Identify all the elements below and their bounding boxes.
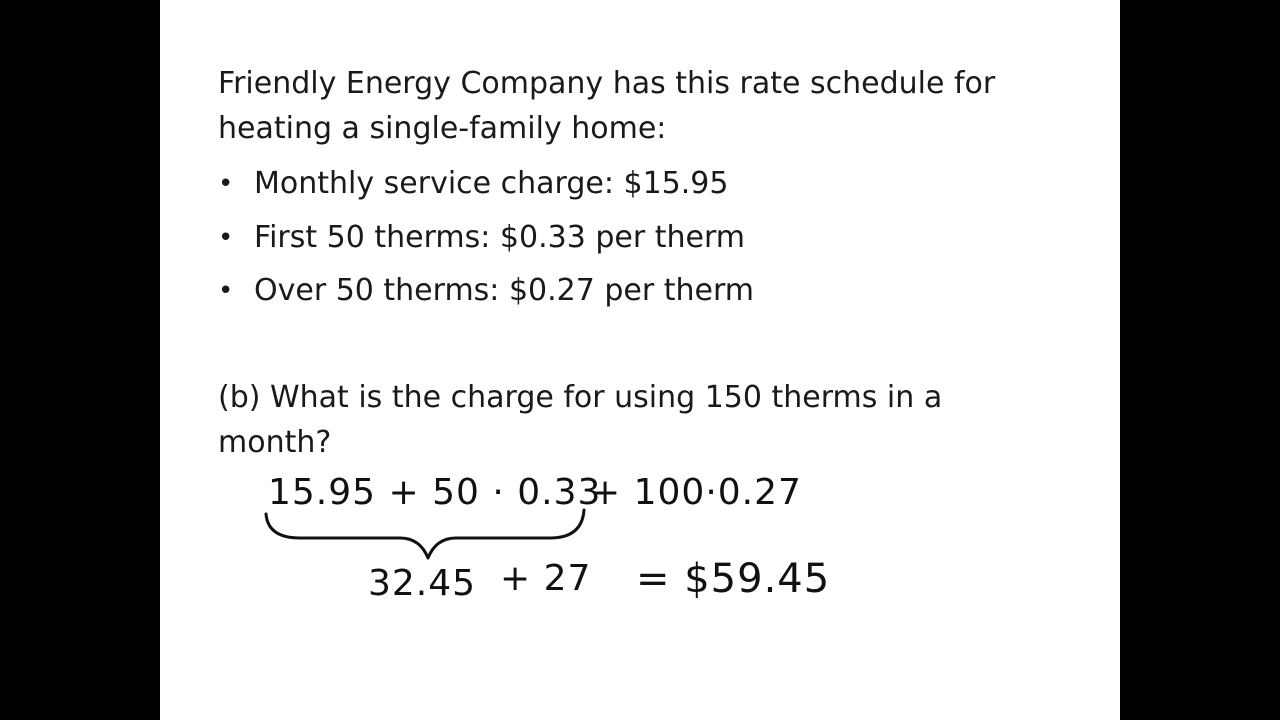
- bullet-marker: •: [218, 223, 234, 253]
- slide: [160, 0, 1120, 720]
- intro-line-2: heating a single-family home:: [218, 111, 667, 146]
- handwritten-subtotal: 32.45: [368, 563, 477, 604]
- question-line-2: month?: [218, 425, 332, 460]
- bullet-marker: •: [218, 276, 234, 306]
- handwritten-plus-term: + 27: [500, 558, 592, 599]
- handwritten-result: = $59.45: [636, 556, 831, 602]
- handwritten-expression-part-2: + 100·0.27: [590, 472, 802, 513]
- intro-line-1: Friendly Energy Company has this rate schedule for: [218, 66, 996, 101]
- bullet-over-50-therms: Over 50 therms: $0.27 per therm: [254, 273, 754, 308]
- bullet-marker: •: [218, 169, 234, 199]
- bullet-first-50-therms: First 50 therms: $0.33 per therm: [254, 220, 745, 255]
- bullet-service-charge: Monthly service charge: $15.95: [254, 166, 729, 201]
- question-line-1: (b) What is the charge for using 150 therms in a: [218, 380, 943, 415]
- handwritten-expression-part-1: 15.95 + 50 · 0.33: [268, 472, 602, 513]
